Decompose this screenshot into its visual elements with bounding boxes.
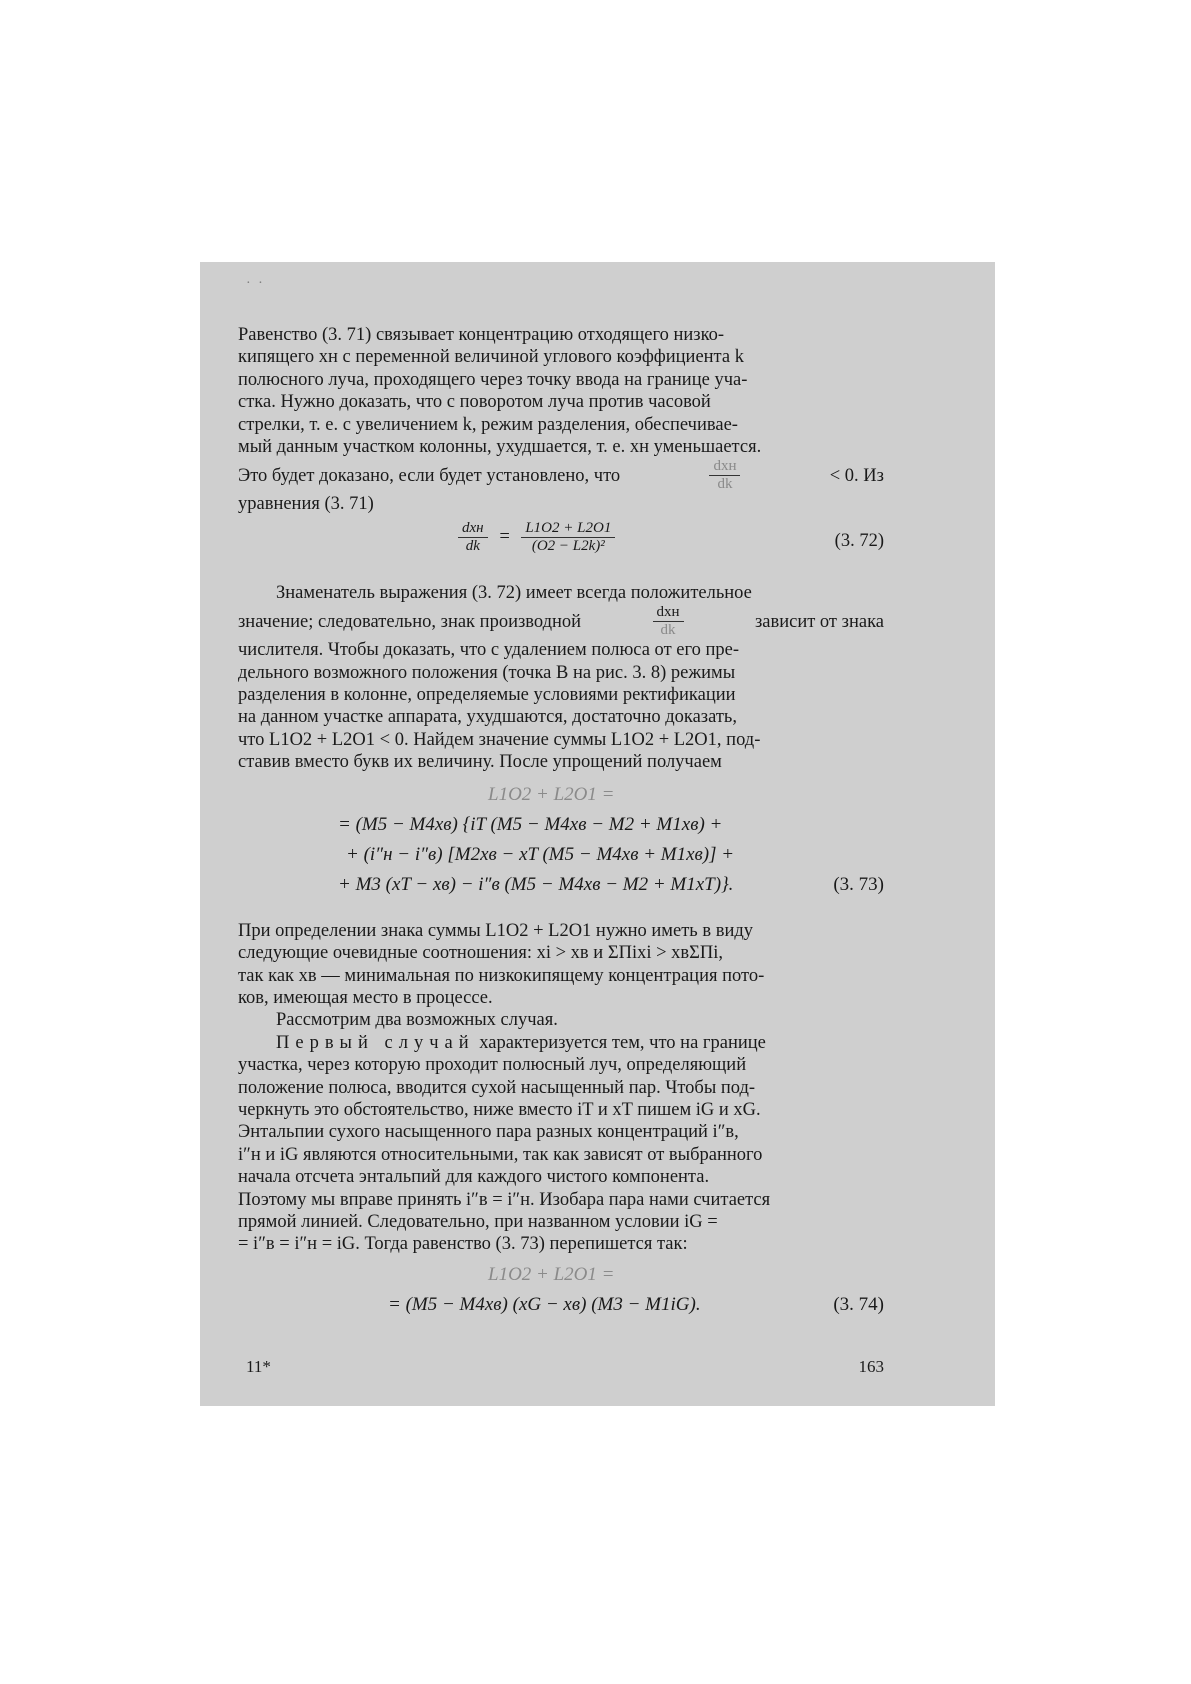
signature-mark: 11* [246,1357,271,1376]
text-line: начала отсчета энтальпий для каждого чистого компонента. [238,1167,710,1188]
paragraph-2 [238,582,884,774]
text-span: характеризуется тем, что на границе [474,1032,766,1053]
text-line: ков, имеющая место в процессе. [238,987,493,1008]
text-line: прямой линией. Следовательно, при названном условии iG = [238,1211,718,1232]
fraction-numerator: dxн [709,458,740,476]
text-span: < 0. Из [829,465,884,486]
paragraph-3 [238,920,884,1010]
text-line: кипящего xн с переменной величиной углового коэффициента k [238,347,744,368]
lhs-fraction [458,520,488,555]
text-line: полюсного луча, проходящего через точку ввода на границе уча- [238,369,748,390]
text-line: мый данным участком колонны, ухудшается, т. е. xн уменьшается. [238,437,762,458]
text-line: стка. Нужно доказать, что с поворотом луча против часовой [238,392,711,413]
inline-derivative [709,458,740,493]
paragraph-1 [238,324,884,516]
paragraph-5 [238,1032,884,1256]
text-line: черкнуть это обстоятельство, ниже вместо iT и xT пишем iG и xG. [238,1099,761,1120]
equation-line: + M3 (xT − xв) − i″в (M5 − M4xв − M2 + M1xT)}. [338,873,734,895]
inline-derivative [653,604,684,639]
text-line: следующие очевидные соотношения: xi > xв и ΣΠixi > xвΣΠi, [238,943,724,964]
equation-3-74 [238,1260,884,1320]
fraction-numerator: L1O2 + L2O1 [521,520,615,538]
equation-number: (3. 73) [833,873,884,895]
equation-line: + (i″н − i″в) [M2xв − xT (M5 − M4xв + M1xв)] + [346,843,735,865]
text-line: При определении знака суммы L1O2 + L2O1 нужно иметь в виду [238,920,754,941]
text-line: уравнения (3. 71) [238,494,374,515]
page-number: 163 [858,1357,884,1376]
text-line: разделения в колонне, определяемые условиями ректификации [238,685,736,706]
text-line: i″н и iG являются относительными, так как зависят от выбранного [238,1144,763,1165]
text-line: на данном участке аппарата, ухудшаются, достаточно доказать, [238,707,737,728]
text-line-with-fraction [238,604,884,639]
text-line: так как xв — минимальная по низкокипящему концентрация пото- [238,965,765,986]
equation-3-73 [238,780,884,900]
text-line: дельного возможного положения (точка B на рис. 3. 8) режимы [238,662,736,683]
text-line: Поэтому мы вправе принять i″в = i″н. Изобара пара нами считается [238,1189,771,1210]
text-line: стрелки, т. е. с увеличением k, режим разделения, обеспечивае- [238,414,738,435]
page-body [238,324,884,1320]
text-span: значение; следовательно, знак производной [238,611,582,632]
scanned-page [200,262,995,1406]
text-line: положение полюса, вводится сухой насыщенный пар. Чтобы под- [238,1077,756,1098]
fraction-numerator: dxн [653,604,684,622]
text-line: Знаменатель выражения (3. 72) имеет всегда положительное [276,582,752,603]
fraction-denominator: dk [465,537,480,554]
fraction-denominator: (O2 − L2k)² [531,537,605,554]
equation-number: (3. 74) [833,1293,884,1315]
equation-line: = (M5 − M4xв) {iT (M5 − M4xв − M2 + M1xв) + [338,813,723,835]
equation-line: L1O2 + L2O1 = [488,783,615,805]
paragraph-4: Рассмотрим два возможных случая. [276,1010,558,1031]
rhs-fraction [521,520,615,555]
text-line: ставив вместо букв их величину. После упрощений получаем [238,752,722,773]
text-line: = i″в = i″н = iG. Тогда равенство (3. 73) перепишется так: [238,1234,688,1255]
text-line: участка, через которую проходит полюсный луч, определяющий [238,1055,747,1076]
text-line [238,1032,884,1054]
text-line: Энтальпии сухого насыщенного пара разных концентраций i″в, [238,1122,739,1143]
equation-3-72: $\frac{\text{dxн}}{dk}$ = $\frac{L1O2 + L2O1}{\text{(O2 − L2k)²}}$ (3. 72) [238,520,884,562]
text-span: зависит от знака [754,611,884,632]
text-line: Равенство (3. 71) связывает концентрацию отходящего низко- [238,325,725,345]
text-line-with-fraction [238,458,884,493]
equation-line: L1O2 + L2O1 = [488,1263,615,1285]
scan-speck: · · [246,276,265,291]
equation-line: = (M5 − M4xв) (xG − xв) (M3 − M1iG). [388,1293,701,1315]
fraction-numerator: dxн [458,520,488,538]
equation-number: (3. 72) [834,530,884,551]
fraction-denominator: dk [660,622,676,639]
text-line: числителя. Чтобы доказать, что с удалением полюса от его пре- [238,640,740,661]
text-line: что L1O2 + L2O1 < 0. Найдем значение суммы L1O2 + L2O1, под- [238,729,761,750]
fraction-denominator: dk [717,476,733,493]
spaced-emphasis: Первый случай [276,1032,475,1053]
text-span: Это будет доказано, если будет установлено, что [238,465,621,486]
